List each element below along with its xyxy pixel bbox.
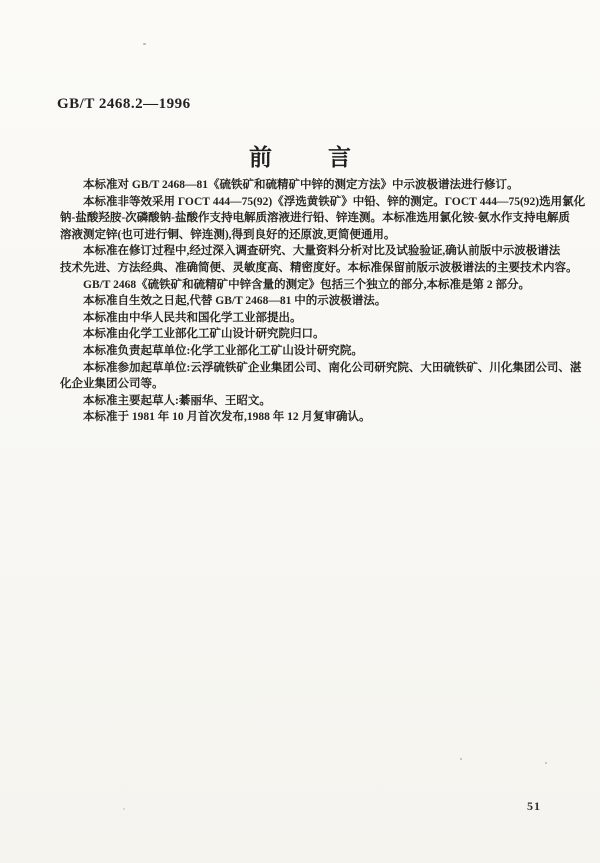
- foreword-line: 本标准自生效之日起,代替 GB/T 2468—81 中的示波极谱法。: [83, 295, 387, 308]
- foreword-line: 溶液测定锌(也可进行铜、锌连测),得到良好的还原波,更简便通用。: [60, 228, 396, 241]
- scan-noise-dot: [143, 43, 146, 45]
- page-title: [0, 139, 600, 172]
- foreword-line: 本标准参加起草单位:云浮硫铁矿企业集团公司、南化公司研究院、大田硫铁矿、川化集团公司、湛: [83, 361, 582, 374]
- foreword-line: 本标准由中华人民共和国化学工业部提出。: [83, 311, 302, 324]
- foreword-line: 本标准非等效采用 ГОСТ 444—75(92)《浮选黄铁矿》中铅、锌的测定。ГОСТ 444—75(92)选用氯化: [83, 195, 586, 208]
- scan-noise-dot: [545, 762, 547, 764]
- foreword-line: 本标准在修订过程中,经过深入调查研究、大量资料分析对比及试验验证,确认前版中示波极谱法: [83, 245, 561, 258]
- foreword-body: [60, 177, 586, 426]
- foreword-line: 本标准对 GB/T 2468—81《硫铁矿和硫精矿中锌的测定方法》中示波极谱法进行修订。: [83, 179, 519, 191]
- title-char-first: 前: [249, 145, 272, 170]
- foreword-line: 本标准由化学工业部化工矿山设计研究院归口。: [83, 328, 325, 341]
- page-number: 51: [527, 799, 541, 813]
- foreword-line: 本标准负责起草单位:化学工业部化工矿山设计研究院。: [83, 344, 363, 357]
- scan-noise-dot: [123, 808, 125, 810]
- foreword-line: 本标准主要起草人:綦丽华、王昭文。: [83, 394, 271, 407]
- foreword-line: 化企业集团公司等。: [60, 378, 164, 391]
- foreword-line: 技术先进、方法经典、准确简便、灵敏度高、精密度好。本标准保留前版示波极谱法的主要技术内容。: [60, 261, 578, 274]
- foreword-line: GB/T 2468《硫铁矿和硫精矿中锌含量的测定》包括三个独立的部分,本标准是第 2 部分。: [83, 278, 531, 291]
- standard-number-header: GB/T 2468.2—1996: [57, 96, 191, 112]
- foreword-line: 钠-盐酸羟胺-次磷酸钠-盐酸作支持电解质溶液进行铅、锌连测。本标准选用氯化铵-氨水作支持电解质: [60, 212, 570, 225]
- foreword-line: 本标准于 1981 年 10 月首次发布,1988 年 12 月复审确认。: [83, 411, 371, 424]
- scan-noise-dot: [460, 758, 462, 760]
- title-char-second: 言: [328, 145, 351, 170]
